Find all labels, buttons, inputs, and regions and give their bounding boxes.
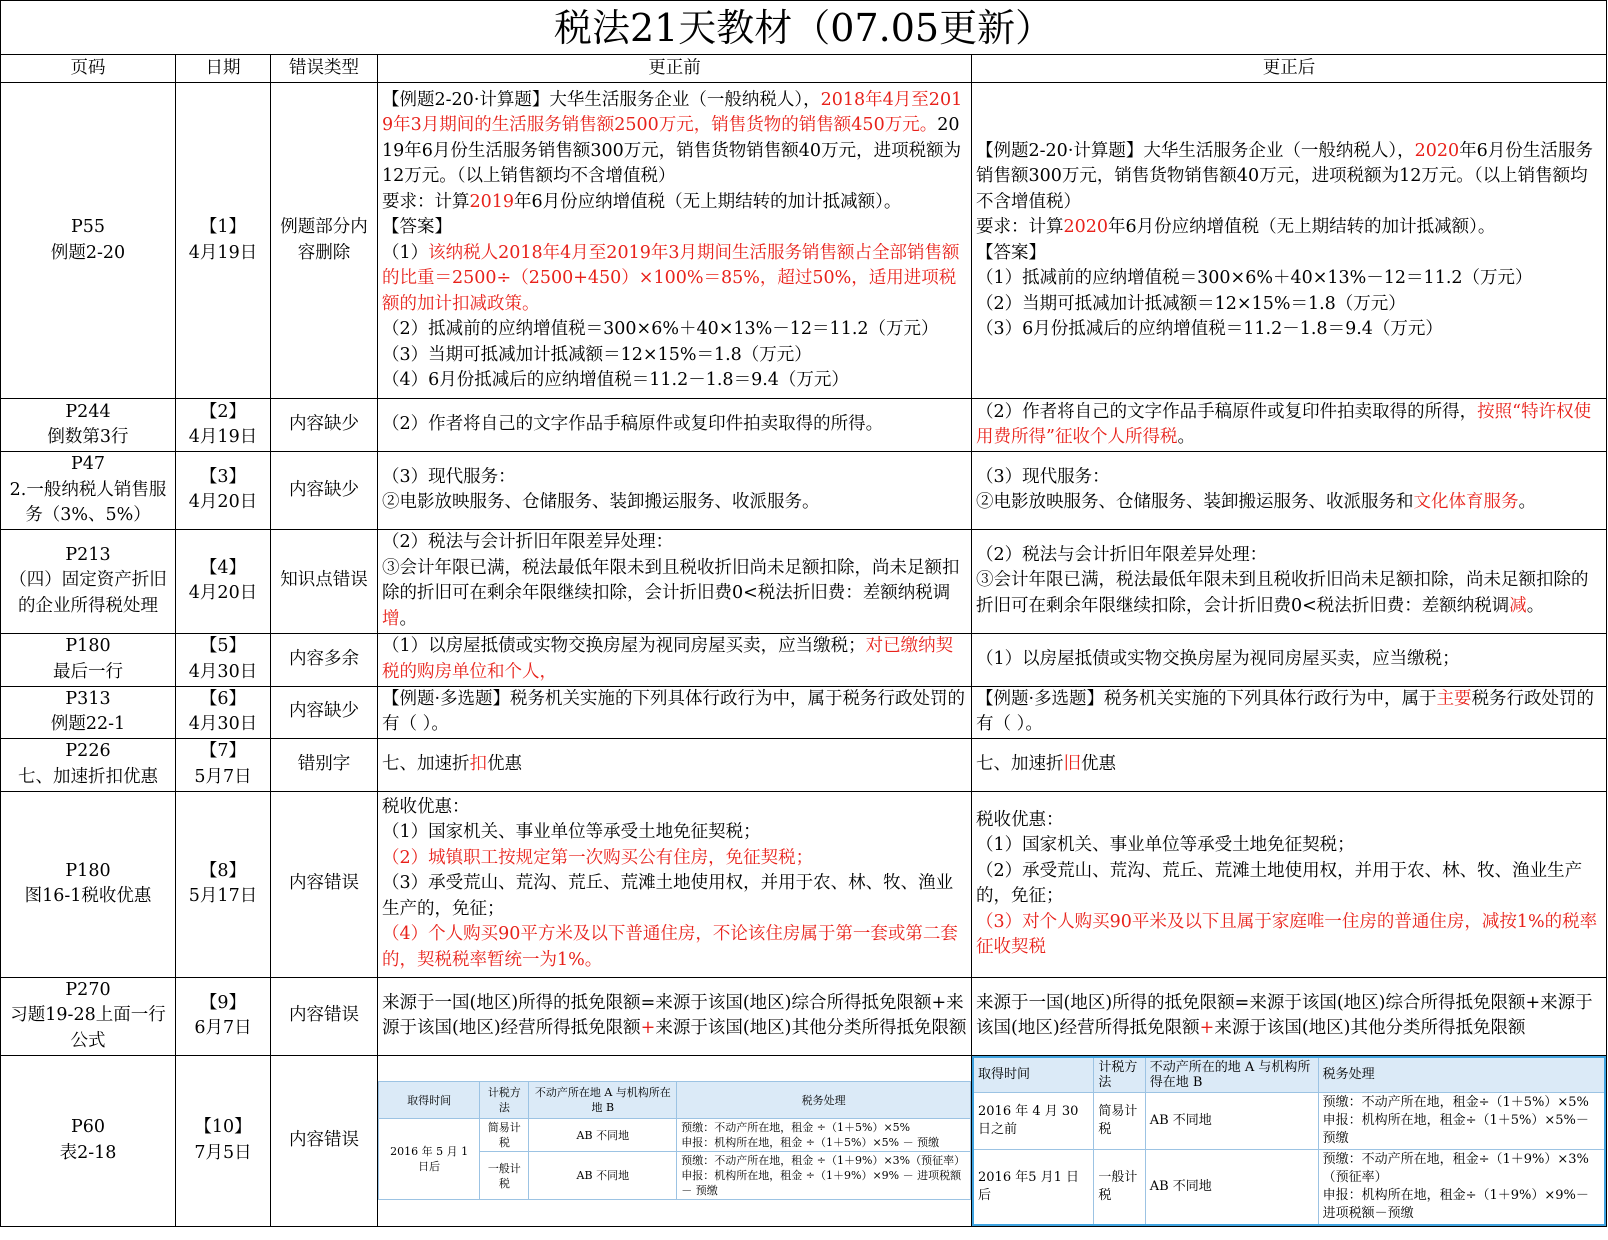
after-paragraph: [976, 568, 1602, 619]
after-text: 来源于该国(地区)其他分类所得抵免限额: [1214, 1018, 1526, 1038]
after-cell: [972, 633, 1607, 686]
treatment-line: 申报：机构所在地，租金÷（1＋5%）×5%－预缴: [1322, 1112, 1589, 1146]
table-row: [1, 399, 1607, 452]
date-cell: [176, 83, 271, 399]
after-text: 来源于一国(地区)所得的抵免限额=来源于该国(地区)综合所得抵免限额+来源于该国(地区)经营所得抵免限额: [976, 992, 1593, 1038]
before-paragraph: [382, 343, 967, 369]
after-text: 七、加速折: [976, 753, 1064, 774]
after-text: （2）作者将自己的文字作品手稿原件或复印件拍卖取得的所得，: [976, 401, 1478, 422]
before-text: （1）国家机关、事业单位等承受土地免征契税；: [382, 822, 761, 843]
before-paragraph: [382, 241, 967, 318]
header-before: 更正前: [378, 55, 972, 83]
after-text: 【答案】: [976, 242, 1046, 263]
after-text: 【例题·多选题】税务机关实施的下列具体行政行为中，属于: [976, 688, 1437, 709]
after-text: 年6月份生活服务销售额300万元，销售货物销售额40万元，进项税额为12万元。（以上销售额均不含增值税）: [976, 140, 1593, 212]
after-paragraph: [976, 266, 1602, 292]
error-type-cell: 内容缺少: [271, 399, 378, 452]
page-location: 表2-18: [59, 1142, 117, 1163]
table-row: [1, 452, 1607, 530]
after-text: ③会计年限已满，税法最低年限未到且税收折旧尚未足额扣除，尚未足额扣除的折旧可在剩余年限继续扣除，会计折旧费0<税法折旧费：差额纳税调: [976, 570, 1589, 616]
mini-header: 税务处理: [1318, 1057, 1605, 1093]
before-paragraph: [382, 991, 967, 1042]
page-number: P313: [65, 688, 111, 709]
page-cell: [1, 83, 176, 399]
table-row: [1, 686, 1607, 738]
after-highlight-text: 主要: [1436, 688, 1472, 709]
table-row: [1, 791, 1607, 977]
page-cell: [1, 399, 176, 452]
page-number: P213: [65, 544, 111, 565]
treatment-line: 预缴：不动产所在地，租金 ÷（1＋9%）×3%（预征率）: [681, 1154, 966, 1167]
before-highlight-text: （4）个人购买90平方米及以下普通住房，不论该住房属于第一套或第二套的，契税税率暂统一为1%。: [382, 924, 958, 970]
before-cell: [378, 977, 972, 1055]
mini-header: 税务处理: [677, 1082, 971, 1119]
page-number: P270: [65, 979, 111, 1000]
after-paragraph: [976, 647, 1602, 673]
before-text: 【答案】: [382, 217, 452, 237]
page-location: 例题22-1: [50, 714, 126, 734]
entry-date: 4月20日: [188, 583, 258, 603]
treatment-line: 预缴：不动产所在地，租金÷（1＋5%）×5%: [1322, 1094, 1589, 1110]
before-paragraph: [382, 820, 967, 846]
before-text: 年6月份应纳增值税（无上期结转的加计抵减额）。: [514, 191, 902, 212]
after-text: （3）6月份抵减后的应纳增值税＝11.2－1.8＝9.4（万元）: [976, 319, 1443, 339]
table-row: [1, 633, 1607, 686]
after-cell: [972, 738, 1607, 791]
entry-date: 4月19日: [188, 242, 258, 263]
before-cell: [378, 529, 972, 633]
after-text: 年6月份应纳增值税（无上期结转的加计抵减额）。: [1108, 217, 1496, 237]
before-paragraph: [382, 368, 967, 394]
header-date: 日期: [176, 55, 271, 83]
before-cell: [378, 791, 972, 977]
entry-number: 【4】: [199, 557, 247, 578]
before-text: ③会计年限已满，税法最低年限未到且税收折旧尚未足额扣除，尚未足额扣除的折旧可在剩余年限继续扣除，会计折旧费0<税法折旧费：差额纳税调: [382, 557, 960, 603]
before-cell: [378, 633, 972, 686]
error-type-cell: 内容错误: [271, 791, 378, 977]
mini-location: AB 不同地: [1145, 1092, 1318, 1149]
treatment-line: 预缴：不动产所在地，租金÷（1＋9%）×3%（预征率）: [1322, 1151, 1589, 1185]
entry-date: 7月5日: [194, 1142, 252, 1163]
date-cell: [176, 529, 271, 633]
entry-number: 【1】: [199, 217, 247, 237]
before-paragraph: [382, 871, 967, 922]
before-paragraph: [382, 412, 967, 438]
after-text: （1）国家机关、事业单位等承受土地免征契税；: [976, 835, 1355, 855]
after-cell: [972, 452, 1607, 530]
after-text: （2）税法与会计折旧年限差异处理：: [976, 544, 1268, 565]
before-highlight-text: 2019: [469, 191, 515, 212]
mini-header: 不动产所在地 A 与机构所在地 B: [529, 1082, 677, 1119]
page-cell: [1, 1055, 176, 1226]
mini-header: 不动产所在的地 A 与机构所得在地 B: [1145, 1057, 1318, 1093]
mini-location: AB 不同地: [529, 1119, 677, 1152]
after-text: （1）抵减前的应纳增值税＝300×6%＋40×13%－12＝11.2（万元）: [976, 268, 1533, 288]
after-cell: [972, 529, 1607, 633]
before-paragraph: [382, 317, 967, 343]
before-text: 来源于一国(地区)所得的抵免限额=来源于该国(地区)综合所得抵免限额+来源于该国(地区)经营所得抵免限额: [382, 992, 964, 1038]
mini-method: 一般计税: [1094, 1149, 1145, 1225]
entry-number: 【7】: [199, 741, 247, 761]
table-row: [1, 977, 1607, 1055]
before-cell: [378, 399, 972, 452]
mini-method: 简易计税: [480, 1119, 529, 1152]
error-type-cell: 错别字: [271, 738, 378, 791]
before-text: 。: [399, 608, 417, 629]
mini-row: [973, 1092, 1605, 1149]
after-paragraph: [976, 317, 1602, 343]
after-highlight-text: 减: [1509, 595, 1527, 616]
mini-time: 2016 年5 月1 日后: [973, 1149, 1094, 1225]
before-highlight-text: 对已缴纳契税的购房单位和个人，: [382, 636, 954, 682]
entry-date: 5月17日: [188, 886, 258, 906]
after-paragraph: [976, 400, 1602, 451]
error-type-cell: 知识点错误: [271, 529, 378, 633]
page-location: 倒数第3行: [47, 427, 129, 447]
before-text: 要求：计算: [382, 191, 470, 212]
before-tax-table: [378, 1081, 971, 1200]
page-cell: [1, 977, 176, 1055]
after-paragraph: [976, 833, 1602, 859]
before-text: （3）当期可抵减加计抵减额＝12×15%＝1.8（万元）: [382, 344, 812, 365]
page-number: P47: [70, 454, 106, 474]
error-type-cell: 内容错误: [271, 1055, 378, 1226]
before-paragraph: [382, 490, 967, 516]
after-text: （3）现代服务：: [976, 466, 1110, 487]
after-text: 税收优惠：: [976, 809, 1064, 830]
mini-header-row: [379, 1082, 971, 1119]
page-location: 2.一般纳税人销售服务（3%、5%）: [9, 479, 167, 525]
after-paragraph: [976, 808, 1602, 834]
date-cell: [176, 791, 271, 977]
before-paragraph: [382, 846, 967, 872]
page-number: P226: [65, 741, 111, 761]
page-location: 七、加速折扣优惠: [18, 766, 158, 787]
page-location: 最后一行: [53, 661, 123, 682]
after-cell: [972, 83, 1607, 399]
after-paragraph: [976, 292, 1602, 318]
before-text: 来源于该国(地区)其他分类所得抵免限额: [655, 1018, 967, 1038]
entry-number: 【3】: [199, 466, 247, 487]
date-cell: [176, 738, 271, 791]
mini-method: 简易计税: [1094, 1092, 1145, 1149]
entry-number: 【6】: [199, 688, 247, 709]
before-text: （3）承受荒山、荒沟、荒丘、荒滩土地使用权，并用于农、林、牧、渔业生产的，免征；: [382, 873, 954, 919]
error-type-cell: 内容缺少: [271, 452, 378, 530]
header-type: 错误类型: [271, 55, 378, 83]
after-highlight-text: +: [1199, 1018, 1215, 1038]
mini-treatment: [677, 1119, 971, 1152]
after-paragraph: [976, 465, 1602, 491]
after-paragraph: [976, 241, 1602, 267]
table-row: [1, 1055, 1607, 1226]
error-type-cell: 内容缺少: [271, 686, 378, 738]
mini-header: 取得时间: [379, 1082, 480, 1119]
entry-number: 【5】: [199, 636, 247, 656]
after-cell: [972, 791, 1607, 977]
before-text: （4）6月份抵减后的应纳增值税＝11.2－1.8＝9.4（万元）: [382, 370, 849, 390]
treatment-line: 申报：机构所在地，租金÷（1＋9%）×9%－进项税额－预缴: [1322, 1187, 1589, 1221]
before-highlight-text: 该纳税人2018年4月至2019年3月期间生活服务销售额占全部销售额的比重＝2500÷（2500+450）×100%＝85%，超过50%，适用进项税额的加计扣减政策。: [382, 242, 960, 314]
after-paragraph: [976, 490, 1602, 516]
entry-number: 【10】: [194, 1117, 252, 1137]
after-text: 【例题2-20·计算题】大华生活服务企业（一般纳税人），: [976, 140, 1415, 161]
entry-number: 【9】: [199, 992, 247, 1013]
mini-treatment: [677, 1152, 971, 1200]
page-cell: [1, 452, 176, 530]
treatment-line: 申报：机构所在地，租金 ÷（1＋9%）×9% － 进项税额 － 预缴: [681, 1169, 962, 1197]
mini-time: 2016 年 5 月 1 日后: [379, 1119, 480, 1200]
before-text: （3）现代服务：: [382, 466, 516, 487]
after-highlight-text: （3）对个人购买90平米及以下且属于家庭唯一住房的普通住房，减按1%的税率征收契税: [976, 911, 1598, 957]
before-paragraph: [382, 634, 967, 685]
page-number: P55: [70, 217, 106, 237]
after-text: 要求：计算: [976, 217, 1064, 237]
before-text: 七、加速折: [382, 753, 470, 774]
before-cell: [378, 452, 972, 530]
page-cell: [1, 686, 176, 738]
after-text: （2）当期可抵减加计抵减额＝12×15%＝1.8（万元）: [976, 293, 1406, 314]
before-text: （2）税法与会计折旧年限差异处理：: [382, 532, 674, 552]
before-cell: [378, 686, 972, 738]
before-paragraph: [382, 556, 967, 633]
after-cell: [972, 399, 1607, 452]
error-type-cell: 内容多余: [271, 633, 378, 686]
header-page: 页码: [1, 55, 176, 83]
page-cell: [1, 633, 176, 686]
mini-time: 2016 年 4 月 30 日之前: [973, 1092, 1094, 1149]
before-text: 2019年6月份生活服务销售额300万元，销售货物销售额40万元，进项税额为12万元。（以上销售额均不含增值税）: [382, 115, 962, 186]
after-text: （2）承受荒山、荒沟、荒丘、荒滩土地使用权，并用于农、林、牧、渔业生产的，免征；: [976, 860, 1583, 906]
treatment-line: 申报：机构所在地，租金 ÷（1＋5%）×5% － 预缴: [681, 1136, 940, 1149]
mini-method: 一般计税: [480, 1152, 529, 1200]
before-highlight-text: 增: [382, 608, 400, 629]
entry-date: 4月20日: [188, 492, 258, 513]
entry-number: 【8】: [199, 860, 247, 881]
before-paragraph: [382, 752, 967, 778]
date-cell: [176, 686, 271, 738]
before-cell: [378, 738, 972, 791]
after-cell: [972, 1055, 1607, 1226]
entry-date: 5月7日: [194, 766, 252, 787]
page-location: 图16-1税收优惠: [24, 886, 152, 906]
before-cell: [378, 1055, 972, 1226]
page-location: 例题2-20: [50, 242, 126, 263]
mini-header: 计税方法: [1094, 1057, 1145, 1093]
after-paragraph: [976, 752, 1602, 778]
before-paragraph: [382, 215, 967, 241]
before-text: 【例题2-20·计算题】大华生活服务企业（一般纳税人），: [382, 89, 821, 110]
mini-location: AB 不同地: [1145, 1149, 1318, 1225]
mini-treatment: [1318, 1092, 1605, 1149]
mini-treatment: [1318, 1149, 1605, 1225]
after-cell: [972, 686, 1607, 738]
before-paragraph: [382, 190, 967, 216]
page-location: （四）固定资产折旧的企业所得税处理: [9, 570, 167, 616]
after-paragraph: [976, 687, 1602, 738]
after-paragraph: [976, 139, 1602, 216]
table-row: [1, 83, 1607, 399]
before-highlight-text: +: [640, 1018, 656, 1038]
after-text: 。: [1526, 595, 1545, 616]
before-cell: [378, 83, 972, 399]
before-text: （2）抵减前的应纳增值税＝300×6%＋40×13%－12＝11.2（万元）: [382, 319, 939, 339]
table-row: [1, 738, 1607, 791]
after-text: 税务行政处罚的有（ ）。: [976, 688, 1595, 734]
after-text: ②电影放映服务、仓储服务、装卸搬运服务、收派服务和: [976, 492, 1414, 513]
after-text: 。: [1518, 492, 1536, 513]
after-highlight-text: 旧: [1063, 753, 1081, 774]
mini-header: 取得时间: [973, 1057, 1094, 1093]
mini-header: 计税方法: [480, 1082, 529, 1119]
after-paragraph: [976, 991, 1602, 1042]
before-paragraph: [382, 922, 967, 973]
after-highlight-text: 2020: [1063, 217, 1109, 237]
after-cell: [972, 977, 1607, 1055]
after-text: （1）以房屋抵债或实物交换房屋为视同房屋买卖，应当缴税；: [976, 648, 1460, 669]
after-paragraph: [976, 215, 1602, 241]
before-paragraph: [382, 88, 967, 190]
entry-number: 【2】: [199, 401, 247, 422]
page-title: 税法21天教材（07.05更新）: [1, 1, 1607, 55]
after-paragraph: [976, 543, 1602, 569]
after-paragraph: [976, 910, 1602, 961]
before-paragraph: [382, 465, 967, 491]
after-highlight-text: 按照“特许权使用费所得”征收个人所得税: [976, 401, 1592, 447]
before-text: ②电影放映服务、仓储服务、装卸搬运服务、收派服务。: [382, 492, 820, 513]
before-text: （1）以房屋抵债或实物交换房屋为视同房屋买卖，应当缴税；: [382, 636, 866, 656]
page-cell: [1, 529, 176, 633]
page-cell: [1, 738, 176, 791]
before-highlight-text: 2018年4月至2019年3月期间的生活服务销售额2500万元，销售货物的销售额450万元。: [382, 89, 963, 135]
before-highlight-text: 扣: [469, 753, 487, 774]
after-tax-table: [972, 1056, 1606, 1226]
page-number: P180: [65, 636, 111, 656]
after-text: 优惠: [1081, 753, 1116, 774]
header-after: 更正后: [972, 55, 1607, 83]
after-highlight-text: 文化体育服务: [1413, 492, 1519, 513]
page-location: 习题19-28上面一行公式: [10, 1005, 166, 1051]
date-cell: [176, 1055, 271, 1226]
before-text: 优惠: [487, 753, 522, 774]
mini-row: [973, 1149, 1605, 1225]
page-cell: [1, 791, 176, 977]
before-paragraph: [382, 795, 967, 821]
before-text: 税收优惠：: [382, 796, 470, 817]
date-cell: [176, 633, 271, 686]
before-text: （2）作者将自己的文字作品手稿原件或复印件拍卖取得的所得。: [382, 414, 884, 435]
mini-header-row: [973, 1057, 1605, 1093]
before-highlight-text: （2）城镇职工按规定第一次购买公有住房，免征契税；: [382, 847, 814, 868]
entry-date: 4月30日: [188, 714, 258, 734]
date-cell: [176, 399, 271, 452]
after-text: 。: [1177, 427, 1195, 447]
before-paragraph: [382, 687, 967, 738]
error-type-cell: 内容错误: [271, 977, 378, 1055]
entry-date: 4月30日: [188, 661, 258, 682]
treatment-line: 预缴：不动产所在地，租金 ÷（1＋5%）×5%: [681, 1121, 911, 1134]
after-paragraph: [976, 859, 1602, 910]
error-type-cell: 例题部分内容删除: [271, 83, 378, 399]
table-row: [1, 529, 1607, 633]
page-number: P60: [70, 1117, 106, 1137]
date-cell: [176, 977, 271, 1055]
entry-date: 6月7日: [194, 1018, 252, 1038]
before-text: 【例题·多选题】税务机关实施的下列具体行政行为中，属于税务行政处罚的有（ ）。: [382, 688, 966, 734]
after-highlight-text: 2020: [1414, 140, 1460, 161]
date-cell: [176, 452, 271, 530]
entry-date: 4月19日: [188, 427, 258, 447]
before-paragraph: [382, 530, 967, 556]
page-number: P180: [65, 860, 111, 881]
mini-row: [379, 1119, 971, 1152]
mini-location: AB 不同地: [529, 1152, 677, 1200]
page-number: P244: [65, 401, 111, 422]
before-text: （1）: [382, 242, 429, 263]
